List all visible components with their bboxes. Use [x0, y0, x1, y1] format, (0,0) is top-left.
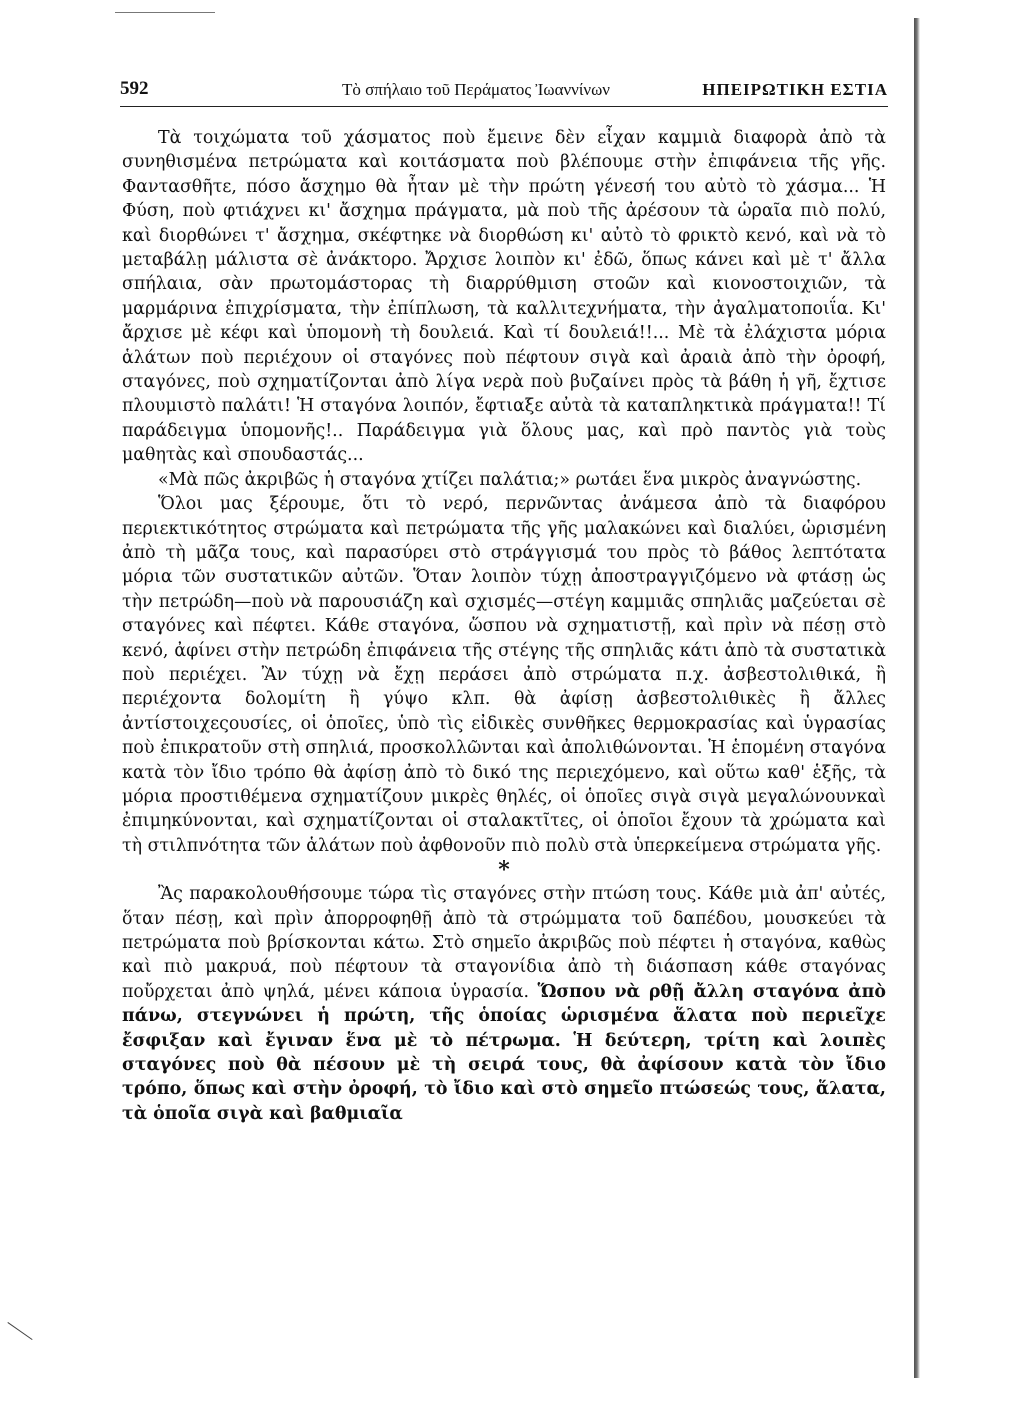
- article-body: [122, 126, 886, 1126]
- paragraph-3: Ὅλοι μας ξέρουμε, ὅτι τὸ νερό, περνῶντας ἀνάμεσα ἀπὸ τὰ διαφόρου περιεκτικότητος στρώματα καὶ πετρώματα τῆς γῆς μαλακώνει καὶ διαλύει, ὡρισμένη ἀπὸ τὴ μᾶζα τους, καὶ παρασύρει στὸ στράγγισμά του πρὸς τὸ βάθος λεπτότατα μόρια τῶν συστατικῶν αὐτῶν. Ὅταν λοιπὸν τύχῃ ἀποστραγγιζόμενο νὰ φτάσῃ ὡς τὴν πετρώδη—ποὺ νὰ παρουσιάζη καὶ σχισμές—στέγη καμμιᾶς σπηλιᾶς μαζεύεται σὲ σταγόνες καὶ πέφτει. Κάθε σταγόνα, ὥσπου νὰ σχηματιστῇ, καὶ πρὶν νὰ πέσῃ στὸ κενό, ἀφίνει στὴν πετρώδη ἐπιφάνεια τῆς στέγης τῆς σπηλιᾶς κάτι ἀπὸ τὰ συστατικὰ ποὺ περιέχει. Ἂν τύχῃ νὰ ἔχῃ περάσει ἀπὸ στρώματα π.χ. ἀσβεστολιθικά, ἢ περιέχοντα δολομίτη ἢ γύψο κλπ. θὰ ἀφίσῃ ἀσβεστολιθικὲς ἢ ἄλλες ἀντίστοιχεςουσίες, οἱ ὁποῖες, ὑπὸ τὶς εἰδικὲς συνθῆκες θερμοκρασίας καὶ ὑγρασίας ποὺ ἐπικρατοῦν στὴ σπηλιά, προσκολλῶνται καὶ ἀπολιθώνονται. Ἡ ἑπομένη σταγόνα κατὰ τὸν ἴδιο τρόπο θὰ ἀφίσῃ ἀπὸ τὸ δικό της περιεχόμενο, καὶ οὕτω καθ' ἑξῆς, τὰ μόρια προστιθέμενα σχηματίζουν μικρὲς θηλές, οἱ ὁποῖες σιγὰ σιγὰ μεγαλώνουνκαὶ ἐπιμηκύνονται, καὶ σχηματίζονται οἱ σταλακτῖτες, οἱ ὁποῖοι ἔχουν τὰ χρώματα καὶ τὴ στιλπνότητα τῶν ἁλάτων ποὺ ἀφθονοῦν πιὸ πολὺ στὰ ὑπερκείμενα στρώματα γῆς.: [122, 494, 886, 856]
- running-title: Τὸ σπήλαιο τοῦ Περάματος Ἰωαννίνων: [342, 80, 610, 99]
- journal-name: ΗΠΕΙΡΩΤΙΚΗ ΕΣΤΙΑ: [702, 80, 888, 99]
- scan-artifact-mark: [7, 1322, 32, 1340]
- paragraph-2: «Μὰ πῶς ἀκριβῶς ἡ σταγόνα χτίζει παλάτια;» ρωτάει ἕνα μικρὸς ἀναγνώστης.: [158, 469, 862, 490]
- paragraph-1: Τὰ τοιχώματα τοῦ χάσματος ποὺ ἔμεινε δὲν εἶχαν καμμιὰ διαφορὰ ἀπὸ τὰ συνηθισμένα πετρώματα καὶ κοιτάσματα ποὺ βλέπουμε στὴν ἐπιφάνεια τῆς γῆς. Φαντασθῆτε, πόσο ἄσχημο θὰ ἦταν μὲ τὴν πρώτη γένεσή του αὐτὸ τὸ χάσμα... Ἡ Φύση, ποὺ φτιάχνει κι' ἄσχημα πράγματα, μὰ ποὺ τῆς ἀρέσουν τὰ ὡραῖα πιὸ πολύ, καὶ διορθώνει τ' ἄσχημα, σκέφτηκε νὰ διορθώση κι' αὐτὸ τὸ φρικτὸ κενό, καὶ νὰ τὸ μεταβάλῃ μάλιστα σὲ ἀνάκτορο. Ἄρχισε λοιπὸν κι' ἐδῶ, ὅπως κάνει καὶ μὲ τ' ἄλλα σπήλαια, σὰν πρωτομάστορας τὴ διαρρύθμιση στοῶν καὶ κιονοστοιχιῶν, τὰ μαρμάρινα ἐπιχρίσματα, τὴν ἐπίπλωση, τὰ καλλιτεχνήματα, τὴν ἀγαλματοποιΐα. Κι' ἄρχισε μὲ κέφι καὶ ὑπομονὴ τὴ δουλειά. Καὶ τί δουλειά!!... Μὲ τὰ ἐλάχιστα μόρια ἁλάτων ποὺ περιέχουν οἱ σταγόνες ποὺ πέφτουν σιγὰ καὶ ἀραιὰ ἀπὸ τὴν ὀροφή, σταγόνες, ποὺ σχηματίζονται ἀπὸ λίγα νερὰ ποὺ βυζαίνει πρὸς τὰ βάθη ἡ γῆ, ἔχτισε πλουμιστὸ παλάτι! Ἡ σταγόνα λοιπόν, ἔφτιαξε αὐτὰ τὰ καταπληκτικὰ πράγματα!! Τί παράδειγμα ὑπομονῆς!.. Παράδειγμα γιὰ ὅλους μας, καὶ πρὸ παντὸς γιὰ τοὺς μαθητὰς καὶ σπουδαστάς...: [122, 128, 886, 466]
- paragraph-4-bold-tail: Ὥσπου νὰ ρθῇ ἄλλη σταγόνα ἀπὸ πάνω, στεγνώνει ἡ πρώτη, τῆς ὁποίας ὡρισμένα ἅλατα ποὺ περιεῖχε ἔσφιξαν καὶ ἔγιναν ἕνα μὲ τὸ πέτρωμα. Ἡ δεύτερη, τρίτη καὶ λοιπὲς σταγόνες ποὺ θὰ πέσουν μὲ τὴ σειρά τους, θὰ ἀφίσουν κατὰ τὸν ἴδιο τρόπο, ὅπως καὶ στὴν ὀροφή, τὸ ἴδιο καὶ στὸ σημεῖο πτώσεώς τους, ἅλατα, τὰ ὁποῖα σιγὰ καὶ βαθμιαῖα: [122, 981, 886, 1124]
- section-separator: *: [498, 857, 510, 884]
- header-rule: [120, 106, 888, 107]
- running-header: [120, 78, 888, 108]
- scan-binding-shadow: [914, 18, 920, 1378]
- paragraph-4: [122, 882, 886, 1126]
- page-number: 592: [120, 78, 149, 99]
- paragraph-4-start: Ἂς παρακολουθήσουμε τώρα τὶς σταγόνες στὴν πτώση τους. Κάθε μιὰ ἀπ' αὐτές, ὅταν πέσῃ, καὶ πρὶν ἀπορροφηθῇ ἀπὸ τὰ στρώμματα τοῦ δαπέδου, μουσκεύει τὰ πετρώματα ποὺ βρίσκονται κάτω. Στὸ σημεῖο ἀκριβῶς ποὺ πέφτει ἡ σταγόνα, καθὼς καὶ πιὸ μακρυά, ποὺ πέφτουν τὰ σταγονίδια ἀπὸ τὴ διάσπαση κάθε σταγόνας ποὔρχεται ἀπὸ ψηλά, μένει κάποια ὑγρασία.: [122, 884, 886, 1002]
- scan-artifact-line: [115, 12, 215, 13]
